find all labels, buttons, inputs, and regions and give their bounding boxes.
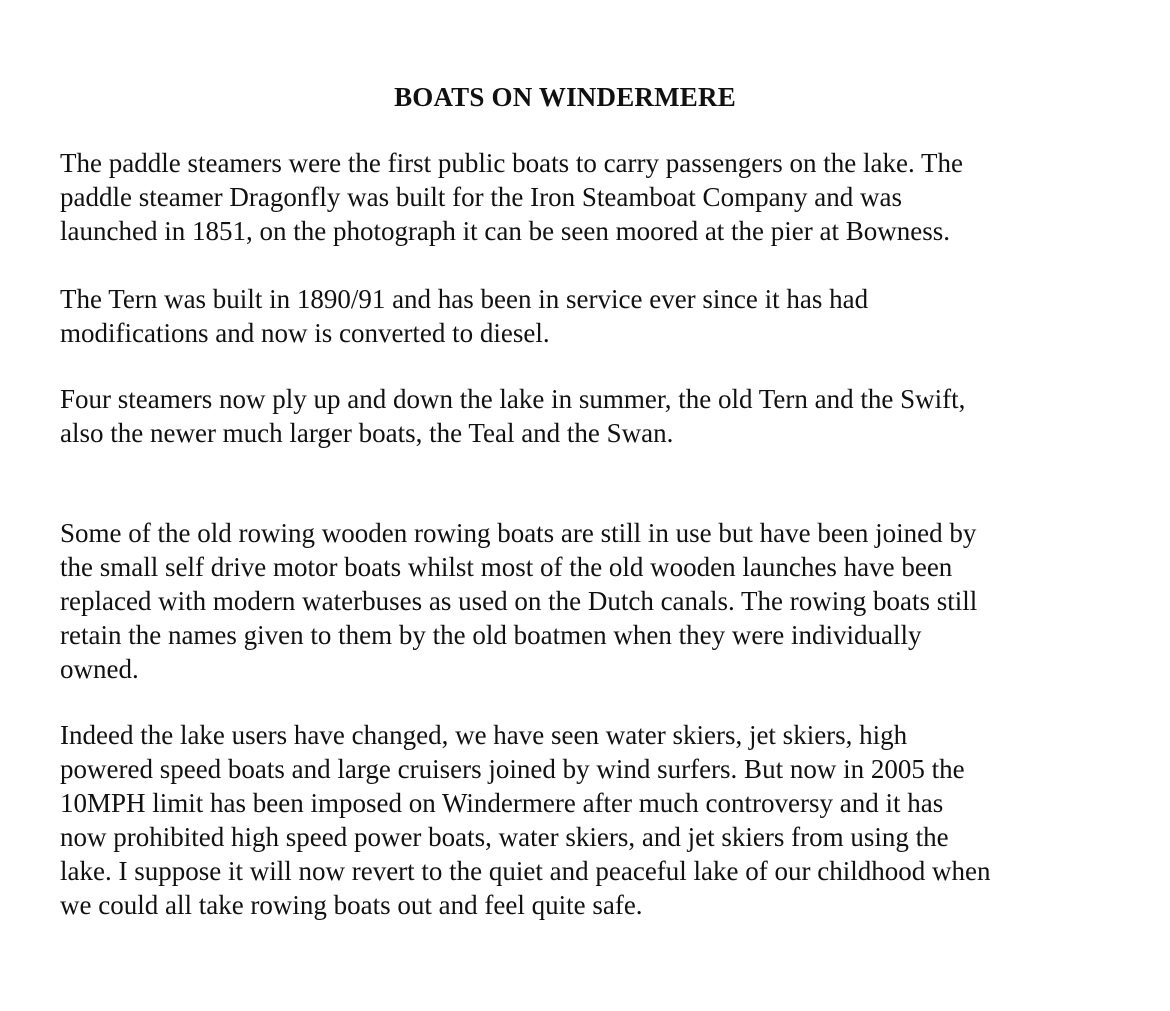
text-line: we could all take rowing boats out and feel quite safe. (60, 890, 643, 920)
text-line: launched in 1851, on the photograph it can be seen moored at the pier at Bowness. (60, 216, 951, 246)
paragraph-rowing-boats (60, 516, 1075, 686)
text-line: the small self drive motor boats whilst most of the old wooden launches have been (60, 552, 953, 582)
text-line: modifications and now is converted to diesel. (60, 318, 550, 348)
text-line: powered speed boats and large cruisers joined by wind surfers. But now in 2005 the (60, 754, 965, 784)
text-line: paddle steamer Dragonfly was built for the Iron Steamboat Company and was (60, 182, 903, 212)
page-title: BOATS ON WINDERMERE (394, 82, 736, 112)
text-line: retain the names given to them by the old boatmen when they were individually (60, 620, 922, 650)
text-line: now prohibited high speed power boats, water skiers, and jet skiers from using the (60, 822, 949, 852)
text-line: Four steamers now ply up and down the lake in summer, the old Tern and the Swift, (60, 384, 966, 414)
text-line: 10MPH limit has been imposed on Windermere after much controversy and it has (60, 788, 944, 818)
text-line: lake. I suppose it will now revert to the quiet and peaceful lake of our childhood when (60, 856, 991, 886)
text-line: The Tern was built in 1890/91 and has been in service ever since it has had (60, 284, 869, 314)
text-line: Some of the old rowing wooden rowing boats are still in use but have been joined by (60, 518, 977, 548)
text-line: replaced with modern waterbuses as used on the Dutch canals. The rowing boats still (60, 586, 978, 616)
text-line: The paddle steamers were the first public boats to carry passengers on the lake. The (60, 148, 963, 178)
paragraph-tern (60, 282, 1075, 350)
text-line: also the newer much larger boats, the Teal and the Swan. (60, 418, 674, 448)
text-line: owned. (60, 654, 139, 684)
paragraph-lake-users (60, 718, 1075, 922)
paragraph-four-steamers (60, 382, 1075, 450)
paragraph-paddle-steamers (60, 146, 1075, 248)
text-line: Indeed the lake users have changed, we have seen water skiers, jet skiers, high (60, 720, 908, 750)
